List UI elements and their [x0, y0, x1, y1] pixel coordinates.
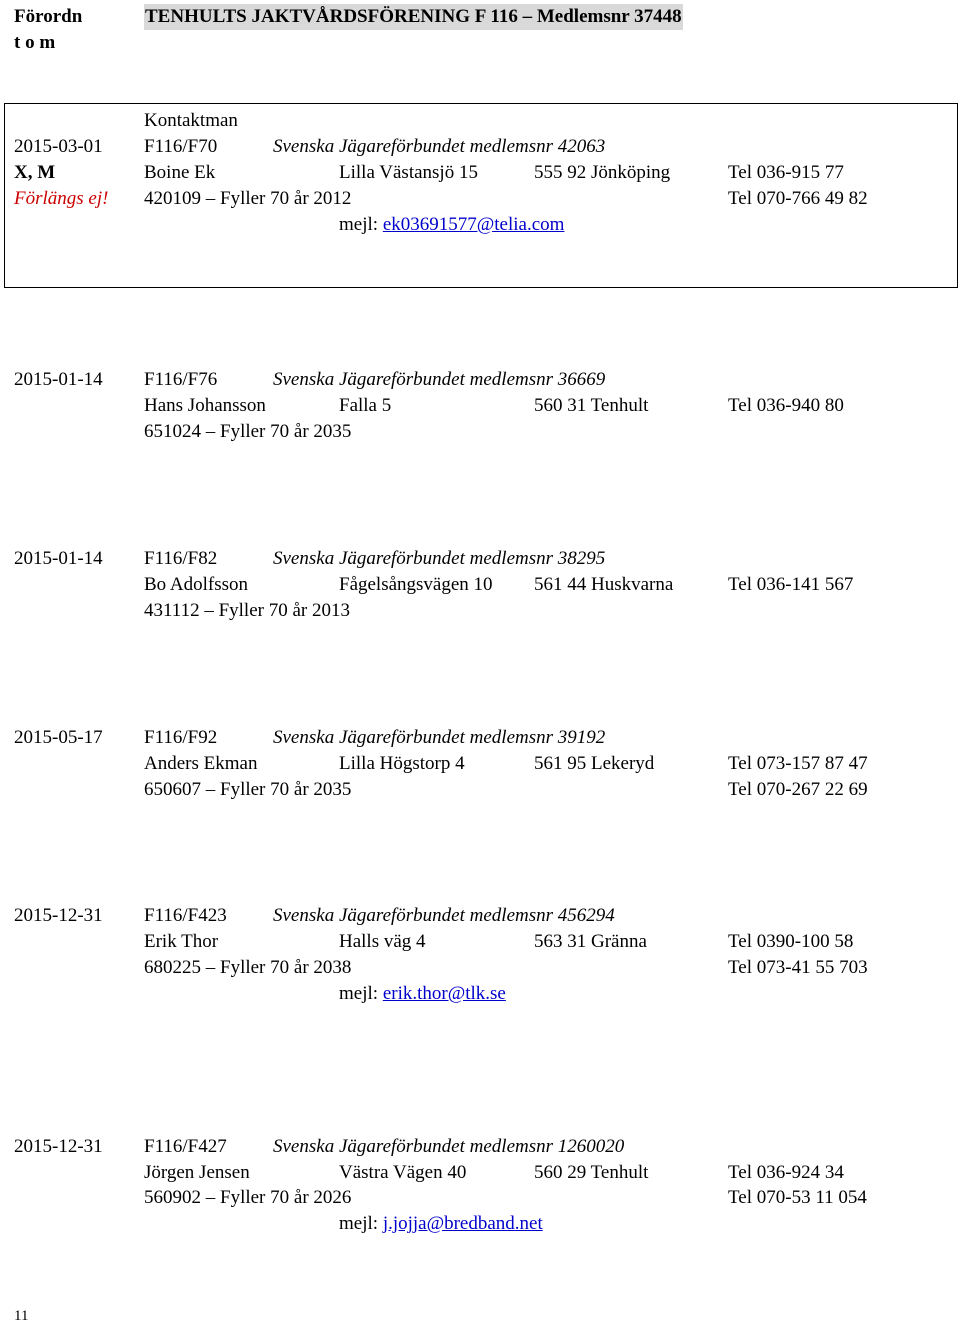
- entry-phone-2: Tel 070-53 11 054: [728, 1187, 867, 1208]
- mail-link[interactable]: erik.thor@tlk.se: [382, 983, 506, 1004]
- mail-prefix: mejl:: [339, 1213, 383, 1234]
- entry-mail-row: [339, 212, 564, 238]
- entry-phone: Tel 0390-100 58: [728, 931, 854, 952]
- entry-address: Lilla Högstorp 4: [339, 753, 465, 774]
- entry-phone: Tel 073-157 87 47: [728, 753, 868, 774]
- entry-code: F116/F70: [144, 136, 218, 157]
- mail-link[interactable]: j.jojja@bredband.net: [382, 1213, 543, 1234]
- entry-federation: Svenska Jägareförbundet medlemsnr 456294: [273, 905, 615, 926]
- entry-federation: Svenska Jägareförbundet medlemsnr 38295: [273, 548, 606, 569]
- entry-address: Halls väg 4: [339, 931, 426, 952]
- entry-address: Falla 5: [339, 395, 392, 416]
- entry-postal: 560 31 Tenhult: [534, 395, 649, 416]
- entry-date: 2015-05-17: [14, 727, 103, 748]
- entry-code: F116/F76: [144, 369, 218, 390]
- entry-postal: 561 44 Huskvarna: [534, 574, 674, 595]
- mail-link[interactable]: ek03691577@telia.com: [382, 214, 565, 235]
- entry-flag: X, M: [14, 162, 56, 183]
- entry-date: 2015-12-31: [14, 1136, 103, 1157]
- entry-federation: Svenska Jägareförbundet medlemsnr 1260020: [273, 1136, 625, 1157]
- entry-mail-row: [339, 1211, 543, 1237]
- entry-mail-row: [339, 981, 506, 1007]
- entry-postal: 560 29 Tenhult: [534, 1162, 649, 1183]
- page-number: 11: [14, 1308, 29, 1324]
- header-col-label-1: Förordn: [14, 6, 83, 27]
- entry-code: F116/F423: [144, 905, 227, 926]
- entry-date: 2015-03-01: [14, 136, 103, 157]
- entry-birth: 651024 – Fyller 70 år 2035: [144, 421, 352, 442]
- entry-name: Bo Adolfsson: [144, 574, 248, 595]
- header-col-label-2: t o m: [14, 32, 56, 53]
- contact-label: Kontaktman: [144, 110, 238, 131]
- entry-birth: 650607 – Fyller 70 år 2035: [144, 779, 352, 800]
- entry-birth: 680225 – Fyller 70 år 2038: [144, 957, 352, 978]
- entry-postal: 561 95 Lekeryd: [534, 753, 655, 774]
- entry-birth: 431112 – Fyller 70 år 2013: [144, 600, 350, 621]
- entry-birth: 420109 – Fyller 70 år 2012: [144, 188, 352, 209]
- entry-federation: Svenska Jägareförbundet medlemsnr 39192: [273, 727, 606, 748]
- entry-phone: Tel 036-915 77: [728, 162, 844, 183]
- entry-name: Jörgen Jensen: [144, 1162, 250, 1183]
- mail-prefix: mejl:: [339, 214, 383, 235]
- entry-name: Boine Ek: [144, 162, 216, 183]
- entry-name: Hans Johansson: [144, 395, 266, 416]
- entry-date: 2015-01-14: [14, 369, 103, 390]
- entry-phone: Tel 036-141 567: [728, 574, 854, 595]
- entry-name: Erik Thor: [144, 931, 219, 952]
- entry-phone: Tel 036-940 80: [728, 395, 844, 416]
- entry-phone: Tel 036-924 34: [728, 1162, 844, 1183]
- entry-code: F116/F92: [144, 727, 218, 748]
- entry-phone-2: Tel 073-41 55 703: [728, 957, 868, 978]
- entry-name: Anders Ekman: [144, 753, 258, 774]
- entry-address: Fågelsångsvägen 10: [339, 574, 493, 595]
- entry-phone-2: Tel 070-766 49 82: [728, 188, 868, 209]
- entry-birth: 560902 – Fyller 70 år 2026: [144, 1187, 352, 1208]
- entry-phone-2: Tel 070-267 22 69: [728, 779, 868, 800]
- page-title: TENHULTS JAKTVÅRDSFÖRENING F 116 – Medlemsnr 37448: [144, 4, 683, 30]
- entry-code: F116/F82: [144, 548, 218, 569]
- mail-prefix: mejl:: [339, 983, 383, 1004]
- entry-federation: Svenska Jägareförbundet medlemsnr 36669: [273, 369, 606, 390]
- entry-date: 2015-12-31: [14, 905, 103, 926]
- entry-address: Lilla Västansjö 15: [339, 162, 478, 183]
- entry-date: 2015-01-14: [14, 548, 103, 569]
- entry-address: Västra Vägen 40: [339, 1162, 467, 1183]
- entry-postal: 555 92 Jönköping: [534, 162, 671, 183]
- entry-federation: Svenska Jägareförbundet medlemsnr 42063: [273, 136, 606, 157]
- entry-postal: 563 31 Gränna: [534, 931, 647, 952]
- entry-extension-note: Förlängs ej!: [14, 188, 109, 209]
- entry-code: F116/F427: [144, 1136, 227, 1157]
